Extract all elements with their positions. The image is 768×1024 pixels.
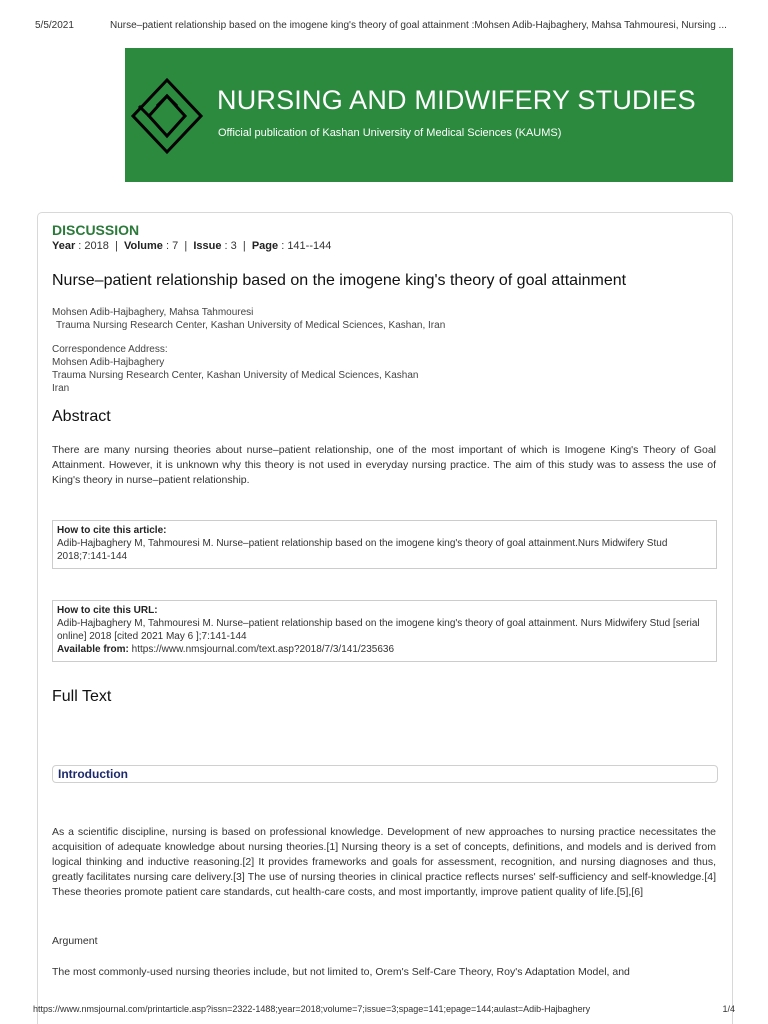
- cite-url-box: [52, 600, 717, 662]
- cite-url-label: How to cite this URL:: [57, 605, 158, 616]
- journal-banner[interactable]: [125, 48, 733, 182]
- volume-value: 7: [172, 240, 179, 252]
- argument-paragraph: The most commonly-used nursing theories include, but not limited to, Orem's Self-Care Theory, Roy's Adaptation Model, and: [52, 966, 630, 978]
- page-label: Page: [251, 240, 279, 252]
- correspondence-address: [52, 343, 418, 395]
- print-url: https://www.nmsjournal.com/printarticle.asp?issn=2322-1488;year=2018;volume=7;issue=3;spage=141;epage=144;aulast=Adib-Hajbaghery: [33, 1004, 591, 1014]
- article-affiliation: Trauma Nursing Research Center, Kashan University of Medical Sciences, Kashan, Iran: [56, 320, 446, 331]
- page-value: 141--144: [287, 240, 332, 252]
- print-date: 5/5/2021: [35, 20, 74, 31]
- argument-heading: Argument: [52, 935, 98, 947]
- article-authors[interactable]: Mohsen Adib-Hajbaghery, Mahsa Tahmouresi: [52, 307, 254, 318]
- introduction-section-bar: [52, 765, 718, 783]
- issue-value: 3: [230, 240, 237, 252]
- journal-name: NURSING AND MIDWIFERY STUDIES: [217, 85, 696, 115]
- section-label: DISCUSSION: [52, 222, 140, 238]
- volume-label: Volume: [124, 240, 163, 252]
- page-number: 1/4: [722, 1004, 735, 1014]
- year-label: Year: [52, 240, 76, 252]
- correspondence-name: Mohsen Adib-Hajbaghery: [52, 357, 165, 368]
- abstract-heading: Abstract: [52, 408, 111, 425]
- print-footer: [0, 998, 768, 1024]
- correspondence-label: Correspondence Address:: [52, 344, 168, 355]
- cite-url-text: Adib-Hajbaghery M, Tahmouresi M. Nurse–patient relationship based on the imogene king's theory of goal attainment. Nurs Midwifery Stud [serial online] 2018 [cited 2021 May 6 ];7:141-144: [57, 618, 700, 642]
- article-title: Nurse–patient relationship based on the imogene king's theory of goal attainment: [52, 272, 627, 289]
- year-value: 2018: [84, 240, 109, 252]
- available-from-link[interactable]: https://www.nmsjournal.com/text.asp?2018/7/3/141/235636: [131, 644, 395, 655]
- issue-label: Issue: [193, 240, 222, 252]
- correspondence-org: Trauma Nursing Research Center, Kashan University of Medical Sciences, Kashan: [52, 370, 419, 381]
- full-text-heading: Full Text: [52, 688, 112, 705]
- cite-article-label: How to cite this article:: [57, 525, 167, 536]
- correspondence-country: Iran: [52, 383, 70, 394]
- print-document-title: Nurse–patient relationship based on the imogene king's theory of goal attainment :Mohsen Adib-Hajbaghery, Mahsa Tahmouresi, Nursing ...: [110, 20, 727, 31]
- introduction-paragraph: As a scientific discipline, nursing is based on professional knowledge. Development of new approaches to nursing practice necessitates the acquisition of adequate knowledge about nursing theories.[1] Nursing theory is a set of concepts, definitions, and models and is derived from logical thinking and inductive reasoning.[2] It provides frameworks and goals for assessment, recognition, and nursing diagnoses and thus, greatly facilitates nursing care delivery.[3] The use of nursing theories in clinical practice reflects nurses' self-sufficiency and self-knowledge.[4] These theories promote patient care standards, cut health-care costs, and most importantly, improve patient quality of life.[5],[6]: [52, 826, 716, 898]
- introduction-heading: Introduction: [58, 767, 128, 781]
- available-from-line: [57, 643, 712, 656]
- cite-article-box: [52, 520, 717, 569]
- available-from-label: Available from:: [57, 644, 129, 655]
- journal-subtitle: Official publication of Kashan University of Medical Sciences (KAUMS): [218, 127, 562, 139]
- article-meta: Year : 2018 | Volume : 7 | Issue : 3 | Page : 141--144: [52, 240, 332, 252]
- cite-article-text: Adib-Hajbaghery M, Tahmouresi M. Nurse–patient relationship based on the imogene king's theory of goal attainment.Nurs Midwifery Stud 2018;7:141-144: [57, 538, 668, 562]
- journal-logo-icon: [129, 76, 205, 156]
- print-header: [0, 0, 768, 40]
- abstract-text: There are many nursing theories about nurse–patient relationship, one of the most important of which is Imogene King's Theory of Goal Attainment. However, it is unknown why this theory is not used in everyday nursing practice. The aim of this study was to assess the use of King's theory in nurse–patient relationship.: [52, 444, 716, 486]
